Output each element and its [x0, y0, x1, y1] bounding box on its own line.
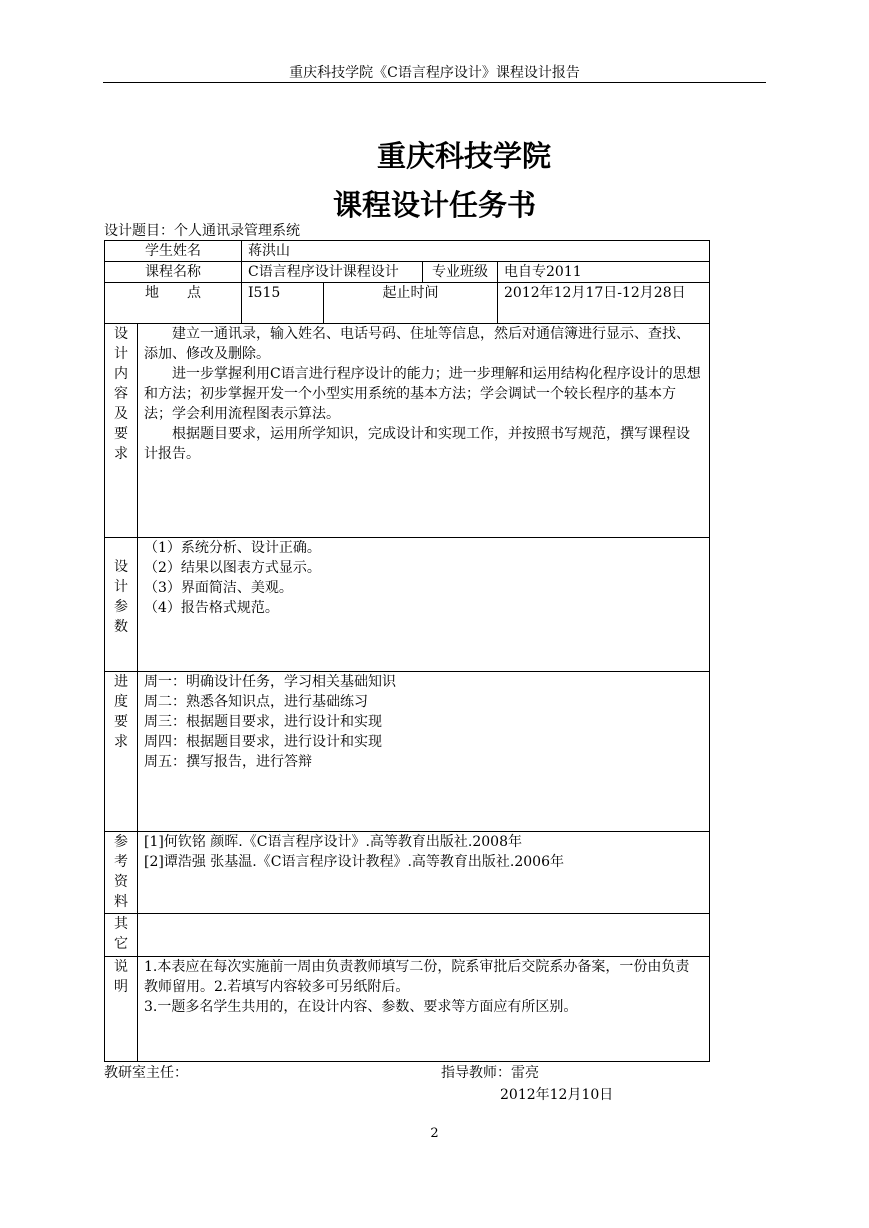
params-row — [105, 538, 710, 672]
place-row — [105, 283, 710, 324]
progress-line: 周四：根据题目要求，进行设计和实现 — [144, 734, 382, 750]
period-label: 起止时间 — [324, 283, 498, 324]
progress-row — [105, 672, 710, 832]
director-signature-label: 教研室主任： — [104, 1065, 188, 1081]
side-char: 及 — [114, 406, 128, 422]
progress-line: 周二：熟悉各知识点，进行基础练习 — [144, 694, 368, 710]
params-line: （4）报告格式规范。 — [144, 600, 279, 616]
notes-line: 1.本表应在每次实施前一周由负责教师填写二份，院系审批后交院系办备案，一份由负责教师留用。2.若填写内容较多可另纸附后。 — [144, 959, 690, 995]
page-header: 重庆科技学院《C语言程序设计》课程设计报告 — [289, 65, 580, 81]
notes-side-label — [105, 957, 138, 1062]
side-char: 内 — [114, 366, 128, 382]
content-paragraph: 根据题目要求，运用所学知识，完成设计和实现工作，并按照书写规范，撰写课程设计报告。 — [144, 426, 690, 462]
side-char: 要 — [114, 426, 128, 442]
side-char: 度 — [114, 694, 128, 710]
other-body — [138, 914, 710, 957]
side-char: 进 — [114, 674, 128, 690]
content-paragraph: 建立一通讯录，输入姓名、电话号码、住址等信息，然后对通信簿进行显示、查找、添加、修改及删除。 — [144, 326, 690, 362]
side-char: 求 — [114, 446, 128, 462]
reference-line: [1]何钦铭 颜晖.《C语言程序设计》.高等教育出版社.2008年 — [144, 834, 522, 850]
issue-date: 2012年12月10日 — [500, 1087, 614, 1103]
params-side-label — [105, 538, 138, 672]
notes-line: 3.一题多名学生共用的，在设计内容、参数、要求等方面应有所区别。 — [144, 999, 578, 1015]
params-line: （2）结果以图表方式显示。 — [144, 560, 321, 576]
place-value: I515 — [242, 283, 324, 324]
period-value: 2012年12月17日-12月28日 — [498, 283, 710, 324]
other-row — [105, 914, 710, 957]
place-label: 地 点 — [105, 283, 242, 324]
side-char: 参 — [114, 834, 128, 850]
side-char: 计 — [114, 346, 128, 362]
refs-side-label — [105, 832, 138, 914]
student-row — [105, 241, 710, 262]
content-body — [138, 324, 710, 538]
side-char: 它 — [114, 936, 128, 952]
notes-row — [105, 957, 710, 1062]
major-label: 专业班级 — [423, 262, 498, 283]
progress-side-label — [105, 672, 138, 832]
params-line: （3）界面简洁、美观。 — [144, 580, 293, 596]
side-char: 计 — [114, 579, 128, 595]
side-char: 明 — [114, 979, 128, 995]
side-char: 设 — [114, 326, 128, 342]
course-row — [105, 262, 710, 283]
side-char: 资 — [114, 874, 128, 890]
notes-body — [138, 957, 710, 1062]
content-row — [105, 324, 710, 538]
progress-line: 周五：撰写报告，进行答辩 — [144, 754, 312, 770]
side-char: 容 — [114, 386, 128, 402]
side-char: 设 — [114, 559, 128, 575]
student-label: 学生姓名 — [105, 241, 242, 262]
course-value: C语言程序设计课程设计 — [242, 262, 423, 283]
page-number: 2 — [430, 1126, 439, 1141]
side-char: 求 — [114, 734, 128, 750]
content-side-label — [105, 324, 138, 538]
school-title: 重庆科技学院 — [376, 139, 551, 173]
instructor-signature: 指导教师：雷亮 — [441, 1065, 539, 1081]
refs-row — [105, 832, 710, 914]
side-char: 要 — [114, 714, 128, 730]
reference-line: [2]谭浩强 张基温.《C语言程序设计教程》.高等教育出版社.2006年 — [144, 854, 564, 870]
side-char: 其 — [114, 916, 128, 932]
progress-line: 周三：根据题目要求，进行设计和实现 — [144, 714, 382, 730]
progress-body — [138, 672, 710, 832]
content-paragraph: 进一步掌握利用C语言进行程序设计的能力；进一步理解和运用结构化程序设计的思想和方法；初步掌握开发一个小型实用系统的基本方法；学会调试一个较长程序的基本方法；学会利用流程图表示算法。 — [144, 366, 701, 422]
side-char: 说 — [114, 959, 128, 975]
refs-body — [138, 832, 710, 914]
params-line: （1）系统分析、设计正确。 — [144, 540, 321, 556]
document-title: 课程设计任务书 — [332, 188, 536, 222]
student-value: 蒋洪山 — [242, 241, 710, 262]
other-side-label — [105, 914, 138, 957]
header-rule — [103, 82, 766, 83]
side-char: 数 — [114, 619, 128, 635]
course-label: 课程名称 — [105, 262, 242, 283]
major-value: 电自专2011 — [498, 262, 710, 283]
progress-line: 周一：明确设计任务，学习相关基础知识 — [144, 674, 396, 690]
design-topic: 设计题目：个人通讯录管理系统 — [104, 223, 300, 239]
side-char: 料 — [114, 894, 128, 910]
side-char: 参 — [114, 599, 128, 615]
task-form-table — [104, 240, 710, 1062]
params-body — [138, 538, 710, 672]
side-char: 考 — [114, 854, 128, 870]
